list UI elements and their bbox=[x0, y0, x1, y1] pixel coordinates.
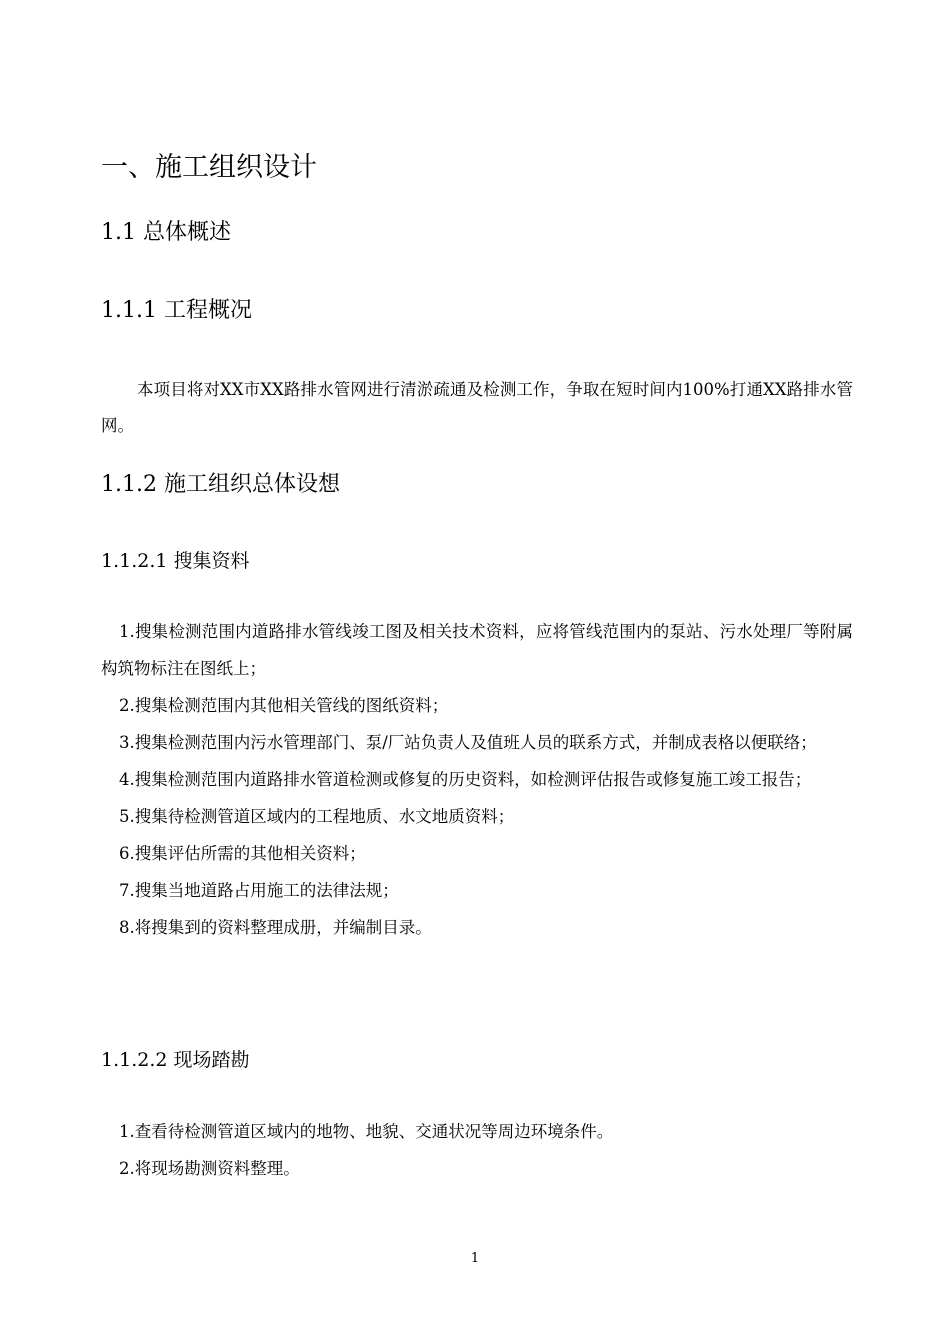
collect-materials-list bbox=[101, 613, 853, 946]
list-item: 2.将现场勘测资料整理。 bbox=[119, 1159, 300, 1178]
list-item: 5.搜集待检测管道区域内的工程地质、水文地质资料； bbox=[119, 807, 515, 826]
list-item: 2.搜集检测范围内其他相关管线的图纸资料； bbox=[119, 696, 449, 715]
list-item: 1.搜集检测范围内道路排水管线竣工图及相关技术资料，应将管线范围内的泵站、污水处理厂等附属构筑物标注在图纸上； bbox=[101, 622, 853, 678]
list-item: 8.将搜集到的资料整理成册，并编制目录。 bbox=[119, 918, 432, 937]
overview-paragraph: 本项目将对XX市XX路排水管网进行清淤疏通及检测工作，争取在短时间内100%打通XX路排水管网。 bbox=[101, 380, 853, 435]
section-heading-1-1-2: 1.1.2 施工组织总体设想 bbox=[101, 472, 340, 497]
chapter-title: 一、施工组织设计 bbox=[101, 152, 317, 183]
list-item: 4.搜集检测范围内道路排水管道检测或修复的历史资料，如检测评估报告或修复施工竣工报告； bbox=[119, 770, 812, 789]
section-heading-1-1-1: 1.1.1 工程概况 bbox=[101, 298, 252, 323]
section-heading-1-1-2-1: 1.1.2.1 搜集资料 bbox=[101, 550, 250, 572]
section-heading-1-1: 1.1 总体概述 bbox=[101, 220, 231, 245]
list-item: 7.搜集当地道路占用施工的法律法规； bbox=[119, 881, 399, 900]
site-survey-list bbox=[101, 1113, 853, 1187]
section-heading-1-1-2-2: 1.1.2.2 现场踏勘 bbox=[101, 1049, 250, 1071]
list-item: 3.搜集检测范围内污水管理部门、泵/厂站负责人及值班人员的联系方式，并制成表格以便联络； bbox=[119, 733, 817, 752]
page-number: 1 bbox=[470, 1251, 480, 1266]
list-item: 6.搜集评估所需的其他相关资料； bbox=[119, 844, 366, 863]
list-item: 1.查看待检测管道区域内的地物、地貌、交通状况等周边环境条件。 bbox=[119, 1122, 614, 1141]
